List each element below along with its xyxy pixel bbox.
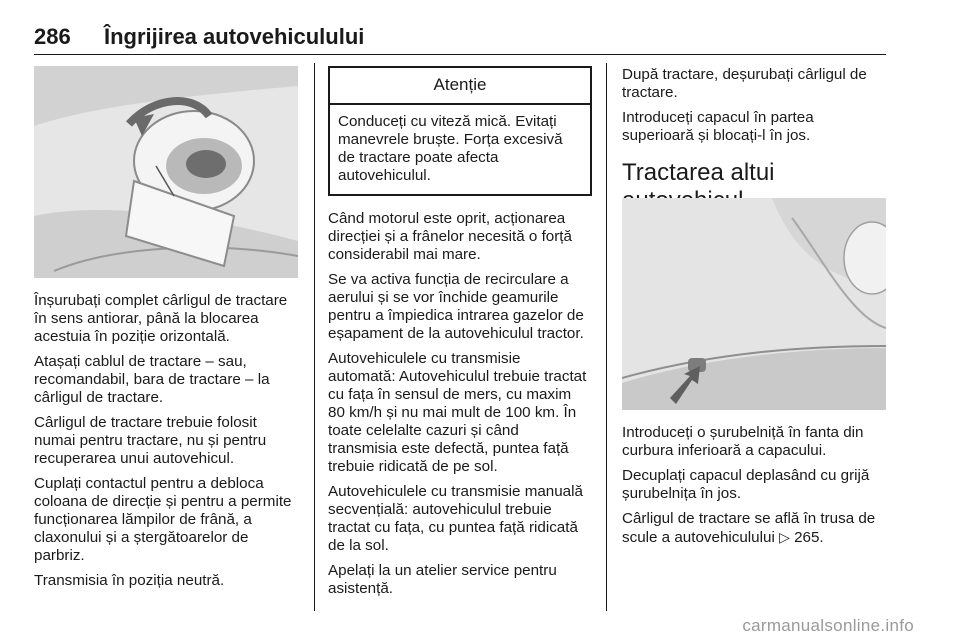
paragraph: Cârligul de tractare trebuie folosit numai pentru tractare, nu și pentru recuperarea unui autovehicul. xyxy=(34,414,267,467)
towing-eye-drawing xyxy=(34,66,298,278)
paragraph: Atașați cablul de tractare – sau, recomandabil, bara de tractare – la cârligul de tractare. xyxy=(34,353,270,406)
column-divider-right xyxy=(606,63,607,611)
page-number: 286 xyxy=(34,24,71,49)
paragraph: Înșurubați complet cârligul de tractare în sens antiorar, până la blocarea acestuia în poziție orizontală. xyxy=(34,292,288,345)
arrow-reference-icon[interactable]: ▷ xyxy=(779,529,790,545)
chapter-title: Îngrijirea autovehiculului xyxy=(104,24,365,49)
bumper-cover-drawing xyxy=(622,198,886,410)
warning-title: Atenție xyxy=(330,68,590,105)
paragraph: După tractare, deșurubați cârligul de tractare. xyxy=(622,66,867,101)
page-header xyxy=(34,22,886,52)
middle-column xyxy=(328,66,592,605)
towing-eye-illustration xyxy=(34,66,298,278)
reference-paragraph xyxy=(622,510,888,547)
paragraph: Introduceți capacul în partea superioară și blocați-l în jos. xyxy=(622,109,814,144)
paragraph: Introduceți o șurubelniță în fanta din curbura inferioară a capacului. xyxy=(622,424,864,459)
header-rule xyxy=(34,54,886,55)
reference-page[interactable]: 265. xyxy=(794,529,824,546)
warning-box xyxy=(328,66,592,196)
paragraph: Transmisia în poziția neutră. xyxy=(34,572,225,589)
paragraph: Când motorul este oprit, acționarea direcției și a frânelor necesită o forță considerabil mai mare. xyxy=(328,210,572,263)
paragraph: Se va activa funcția de recirculare a aerului și se vor închide geamurile pentru a împiedica intrarea gazelor de eșapament de la autovehiculul tractor. xyxy=(328,271,584,342)
bumper-cover-illustration xyxy=(622,198,886,410)
left-column xyxy=(34,292,302,597)
watermark: carmanualsonline.info xyxy=(742,616,914,635)
warning-text: Conduceți cu viteză mică. Evitați manevrele bruște. Forța excesivă de tractare poate afecta autovehiculul. xyxy=(338,113,563,184)
column-divider-left xyxy=(314,63,315,611)
section-heading: Tractarea altui xyxy=(622,159,775,186)
paragraph: Decuplați capacul deplasând cu grijă șurubelnița în jos. xyxy=(622,467,870,502)
paragraph: Autovehiculele cu transmisie manuală secvențială: autovehiculul trebuie tractat cu fața, cu puntea față ridicată de la sol. xyxy=(328,483,583,554)
paragraph: Cuplați contactul pentru a debloca coloana de direcție și pentru a permite funcționarea lămpilor de frână, a claxonului și a ștergătoarelor de parbriz. xyxy=(34,475,292,564)
paragraph: Apelați la un atelier service pentru asistență. xyxy=(328,562,557,597)
paragraph: Autovehiculele cu transmisie automată: Autovehiculul trebuie tractat cu fața în sensul de mers, cu maxim 80 km/h și nu mai mult de 100 km. În toate celelalte cazuri și când transmisia este defectă, puntea față trebuie ridicată de pe sol. xyxy=(328,350,587,475)
reference-text: Cârligul de tractare se află în trusa de scule a autovehiculului xyxy=(622,510,876,546)
right-column-bottom xyxy=(622,424,888,554)
